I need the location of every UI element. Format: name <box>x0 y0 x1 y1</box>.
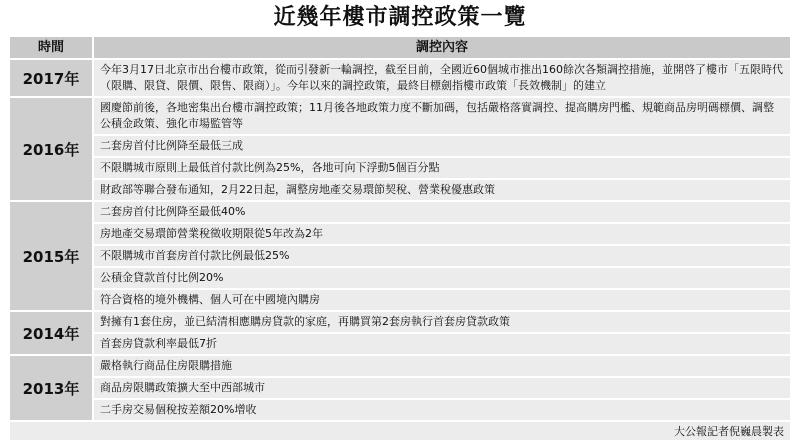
policy-row: 商品房限購政策擴大至中西部城市 <box>94 376 790 398</box>
policy-row: 公積金貸款首付比例20% <box>94 266 790 288</box>
policy-row: 符合資格的境外機構、個人可在中國境內購房 <box>94 288 790 310</box>
year-group-2015 <box>10 200 790 310</box>
year-label: 2014年 <box>10 312 94 354</box>
policy-row: 財政部等聯合發布通知，2月22日起，調整房地產交易環節契稅、營業稅優惠政策 <box>94 178 790 200</box>
table-credit: 大公報記者倪巍晨製表 <box>10 420 790 440</box>
policy-row: 今年3月17日北京市出台樓市政策，從而引發新一輪調控，截至目前，全國近60個城市推出160餘次各類調控措施，並開啓了樓市「五限時代（限購、限貸、限價、限售、限商）」。今年以來的調控政策，最終目標劍指樓市政策「長效機制」的建立 <box>94 60 790 96</box>
year-label: 2013年 <box>10 356 94 420</box>
header-content: 調控內容 <box>415 40 468 55</box>
table-title: 近幾年樓市調控政策一覽 <box>273 5 527 30</box>
table-header <box>10 37 790 58</box>
year-group-2017 <box>10 58 790 96</box>
header-time: 時間 <box>10 37 94 58</box>
policy-row: 國慶節前後，各地密集出台樓市調控政策；11月後各地政策力度不斷加碼，包括嚴格落實調控、提高購房門檻、規範商品房明碼標價、調整公積金政策、強化市場監管等 <box>94 98 790 134</box>
policy-row: 不限購城市原則上最低首付款比例為25%，各地可向下浮動5個百分點 <box>94 156 790 178</box>
year-label: 2016年 <box>10 98 94 200</box>
policy-row: 二手房交易個稅按差額20%增收 <box>94 398 790 420</box>
year-group-2013 <box>10 354 790 420</box>
policy-row: 嚴格執行商品住房限購措施 <box>94 356 790 376</box>
year-group-2016 <box>10 96 790 200</box>
policy-row: 房地產交易環節營業稅徵收期限從5年改為2年 <box>94 222 790 244</box>
policy-row: 對擁有1套住房，並已結清相應購房貸款的家庭，再購買第2套房執行首套房貸款政策 <box>94 312 790 332</box>
policy-row: 不限購城市首套房首付款比例最低25% <box>94 244 790 266</box>
year-group-2014 <box>10 310 790 354</box>
policy-row: 二套房首付比例降至最低三成 <box>94 134 790 156</box>
policy-row: 二套房首付比例降至最低40% <box>94 202 790 222</box>
year-label: 2017年 <box>10 60 94 96</box>
policy-row: 首套房貸款利率最低7折 <box>94 332 790 354</box>
year-label: 2015年 <box>10 202 94 310</box>
policy-table <box>10 37 790 440</box>
